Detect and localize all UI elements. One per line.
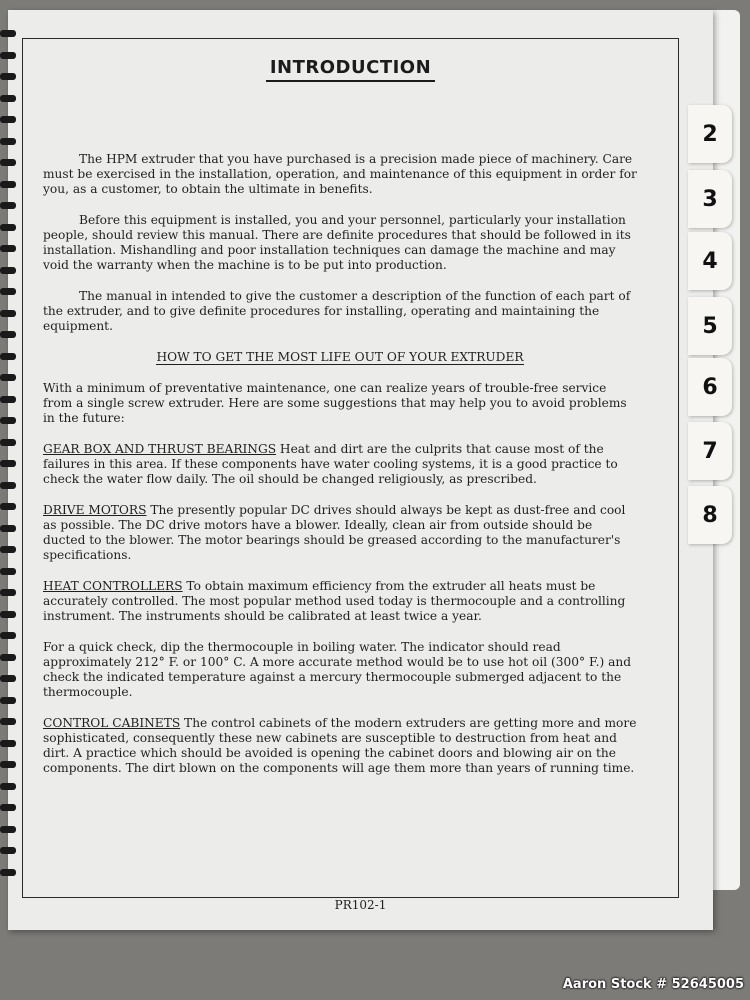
tab-4[interactable]: 4	[688, 232, 732, 290]
spiral-coil	[0, 417, 16, 424]
spiral-coil	[0, 202, 16, 209]
spiral-coil	[0, 611, 16, 618]
section-control-cabinets	[43, 716, 637, 776]
spiral-coil	[0, 783, 16, 790]
watermark-text: Aaron Stock # 52645005	[562, 977, 744, 992]
spiral-coil	[0, 374, 16, 381]
title-text: INTRODUCTION	[266, 57, 435, 82]
spiral-coil	[0, 589, 16, 596]
paragraph-1: The HPM extruder that you have purchased is a precision made piece of machinery. Care must be exercised in the installation, operation, and maintenance of this equipment in order for you, as a customer, to obtain the ultimate in benefits.	[43, 152, 637, 196]
paragraph-2: Before this equipment is installed, you and your personnel, particularly your installation people, should review this manual. There are definite procedures that should be followed in its installation. Mishandling and poor installation techniques can damage the machine and may void the warranty when the machine is to be put into production.	[43, 213, 631, 272]
spiral-coil	[0, 482, 16, 489]
section-text: The control cabinets of the modern extruders are getting more and more sophisticated, consequently these new cabinets are susceptible to destruction from heat and dirt. A practice which should be avoided is opening the cabinet doors and blowing air on the components. The dirt blown on the components will age them more than years of running time.	[43, 716, 637, 775]
subheading-text: HOW TO GET THE MOST LIFE OUT OF YOUR EXTRUDER	[156, 350, 524, 364]
page-body	[43, 152, 637, 792]
tab-2[interactable]: 2	[688, 105, 732, 163]
section-heading: CONTROL CABINETS	[43, 716, 181, 730]
spiral-coil	[0, 503, 16, 510]
tab-6[interactable]: 6	[688, 358, 732, 416]
spiral-coil	[0, 288, 16, 295]
page-title	[23, 57, 678, 78]
spiral-coil	[0, 740, 16, 747]
spiral-coil	[0, 181, 16, 188]
section-heading: DRIVE MOTORS	[43, 503, 147, 517]
spiral-coil	[0, 159, 16, 166]
section-quick-check	[43, 640, 637, 700]
tab-8[interactable]: 8	[688, 486, 732, 544]
spiral-coil	[0, 138, 16, 145]
section-text: Heat and dirt are the culprits that cause most of the failures in this area. If these components have water cooling systems, it is a good practice to check the water flow daily. The oil should be changed religiously, as prescribed.	[43, 442, 618, 486]
spiral-coil	[0, 310, 16, 317]
spiral-coil	[0, 546, 16, 553]
spiral-coil	[0, 460, 16, 467]
spiral-coil	[0, 675, 16, 682]
tab-5[interactable]: 5	[688, 297, 732, 355]
spiral-coil	[0, 804, 16, 811]
spiral-coil	[0, 525, 16, 532]
spiral-coil	[0, 116, 16, 123]
spiral-coil	[0, 95, 16, 102]
section-text: For a quick check, dip the thermocouple in boiling water. The indicator should read approximately 212° F. or 100° C. A more accurate method would be to use hot oil (300° F.) and check the indicated temperature against a mercury thermocouple submerged adjacent to the thermocouple.	[43, 640, 631, 699]
spiral-binding	[0, 30, 16, 890]
manual-page	[8, 10, 713, 930]
spiral-coil	[0, 697, 16, 704]
section-gear-box	[43, 442, 637, 487]
tab-7[interactable]: 7	[688, 422, 732, 480]
spiral-coil	[0, 761, 16, 768]
spiral-coil	[0, 353, 16, 360]
spiral-coil	[0, 245, 16, 252]
tab-3[interactable]: 3	[688, 170, 732, 228]
section-heading: HEAT CONTROLLERS	[43, 579, 183, 593]
section-drive-motors	[43, 503, 637, 563]
paragraph-3: The manual in intended to give the customer a description of the function of each part of the extruder, and to give definite procedures for installing, operating and maintaining the equipment.	[43, 289, 631, 333]
spiral-coil	[0, 267, 16, 274]
spiral-coil	[0, 224, 16, 231]
section-heading: GEAR BOX AND THRUST BEARINGS	[43, 442, 277, 456]
spiral-coil	[0, 568, 16, 575]
spiral-coil	[0, 396, 16, 403]
page-border	[22, 38, 679, 898]
subheading	[43, 350, 637, 365]
spiral-coil	[0, 73, 16, 80]
spiral-coil	[0, 847, 16, 854]
spiral-coil	[0, 869, 16, 876]
spiral-coil	[0, 439, 16, 446]
section-text: To obtain maximum efficiency from the extruder all heats must be accurately controlled. The most popular method used today is thermocouple and a controlling instrument. The instruments should be calibrated at least twice a year.	[43, 579, 626, 623]
spiral-coil	[0, 632, 16, 639]
page-number: PR102-1	[334, 898, 387, 912]
spiral-coil	[0, 331, 16, 338]
intro-paragraph: With a minimum of preventative maintenance, one can realize years of trouble-free service from a single screw extruder. Here are some suggestions that may help you to avoid problems in the future:	[43, 381, 627, 425]
spiral-coil	[0, 718, 16, 725]
spiral-coil	[0, 52, 16, 59]
spiral-coil	[0, 654, 16, 661]
section-heat-controllers	[43, 579, 637, 624]
section-text: The presently popular DC drives should always be kept as dust-free and cool as possible. The DC drive motors have a blower. Ideally, clean air from outside should be ducted to the blower. The motor bearings should be greased according to the manufacturer's specifications.	[43, 503, 626, 562]
spiral-coil	[0, 30, 16, 37]
spiral-coil	[0, 826, 16, 833]
